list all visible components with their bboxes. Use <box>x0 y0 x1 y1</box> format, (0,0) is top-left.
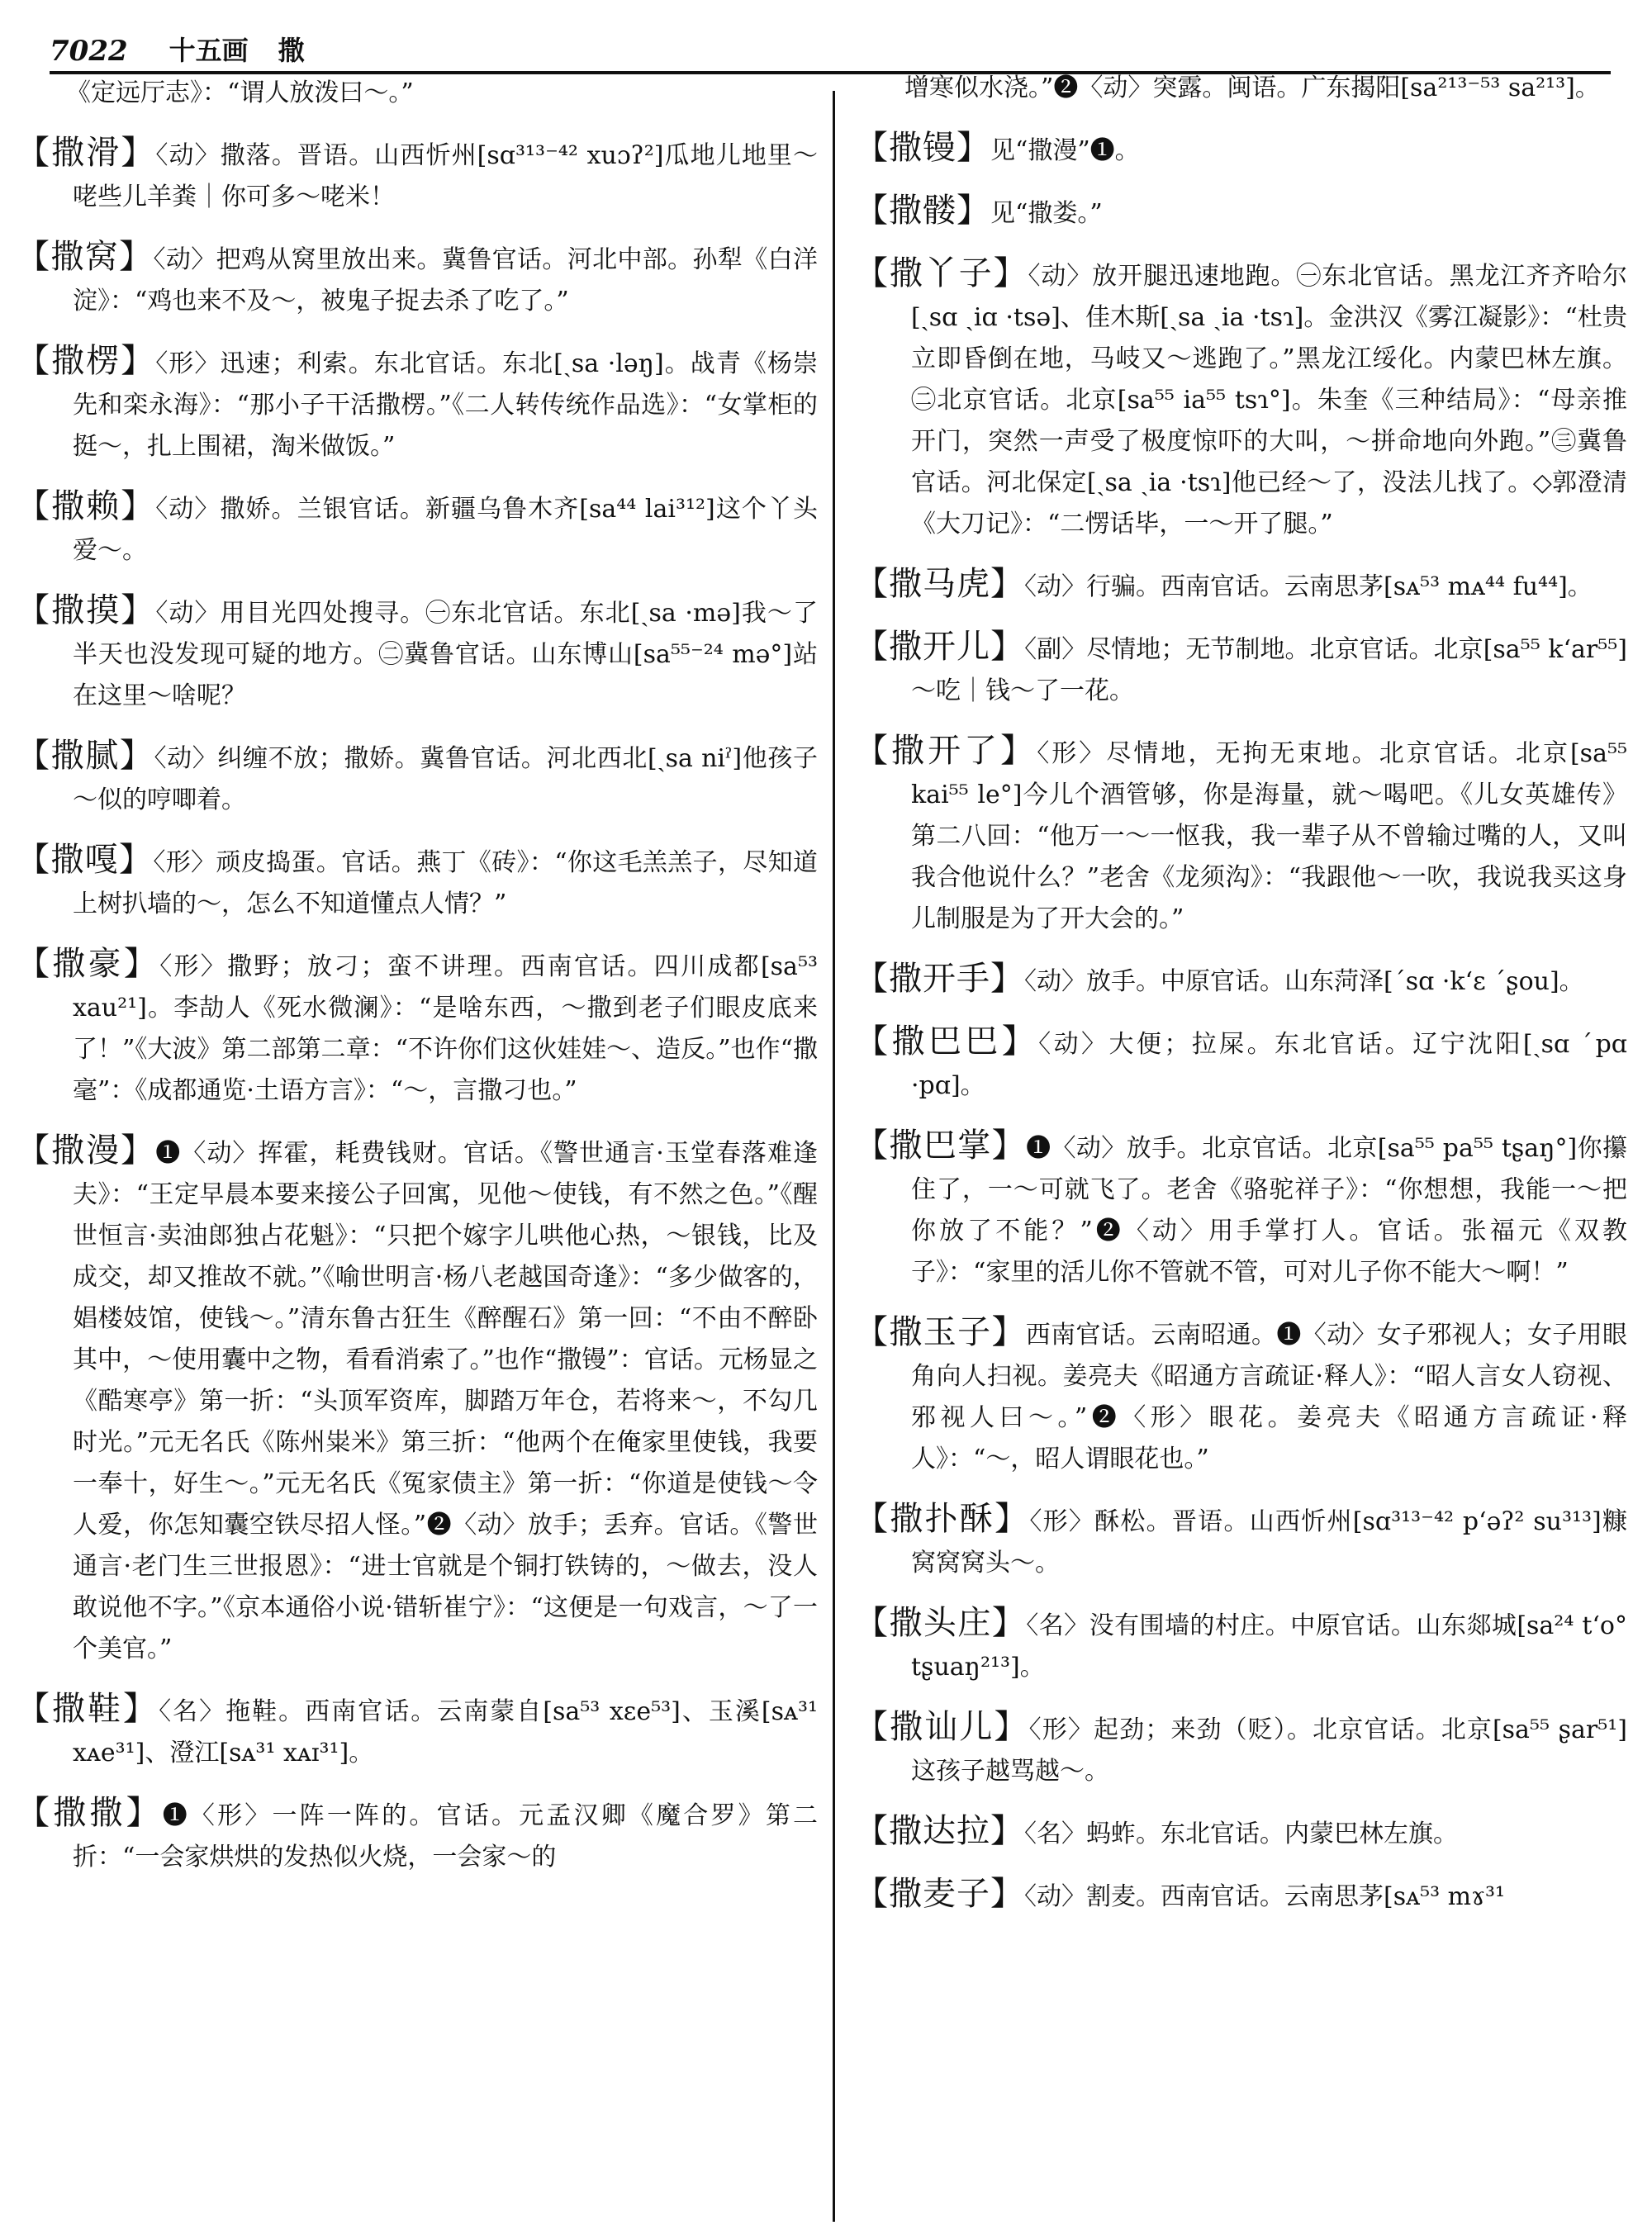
headword: 撒开了 <box>891 732 1001 770</box>
headword-close-bracket: 】 <box>121 342 156 380</box>
definition-text: 〈动〉撒娇。兰银官话。新疆乌鲁木齐[sa⁴⁴ lai³¹²]这个丫头爱～。 <box>73 495 818 565</box>
left-entries <box>17 132 818 1878</box>
headword-close-bracket: 】 <box>994 1708 1029 1746</box>
definition-text: 〈动〉放开腿迅速地跑。㊀东北官话。黑龙江齐齐哈尔[ˏsɑ ˏiɑ ·tsə]、佳木斯[ˏsa ˏia ·tsɿ]。金洪汉《雾江凝影》：“杜贵立即昏倒在地，马岐又～逃跑了。”黑龙江绥化。内蒙巴林左旗。㊁北京官话。北京[sa⁵⁵ ia⁵⁵ tsɿ°]。朱奎《三种结局》：“母亲推开门，突然一声受了极度惊吓的大叫，～拼命地向外跑。”㊂冀鲁官话。河北保定[ˏsa ˏia ·tsɿ]他已经～了，没法儿找了。◇郭澄清《大刀记》：“二愣话毕，一～开了腿。” <box>911 262 1627 539</box>
headword-close-bracket: 】 <box>990 628 1025 666</box>
headword-open-bracket: 【 <box>855 565 889 603</box>
dictionary-entry <box>855 1810 1627 1855</box>
right-column <box>855 68 1627 2223</box>
headword-open-bracket: 【 <box>17 1794 54 1832</box>
headword: 撒达拉 <box>889 1812 990 1850</box>
headword-open-bracket: 【 <box>17 1132 52 1170</box>
headword-open-bracket: 【 <box>855 1313 890 1351</box>
definition-text: 〈动〉纠缠不放；撒娇。冀鲁官话。河北西北[ˏsa niˀ]他孩子～似的哼唧着。 <box>73 744 818 814</box>
definition-text: ❶〈形〉一阵一阵的。官话。元孟汉卿《魔合罗》第二折：“一会家烘烘的发热似火烧，一会家～的 <box>73 1801 818 1872</box>
headword-open-bracket: 【 <box>17 945 53 983</box>
headword-close-bracket: 】 <box>957 192 990 230</box>
right-entries <box>855 127 1627 1918</box>
headword-open-bracket: 【 <box>855 1875 889 1913</box>
dictionary-entry <box>855 730 1627 940</box>
dictionary-entry <box>855 253 1627 545</box>
dictionary-entry <box>17 340 818 467</box>
definition-text: 〈形〉撒野；放刁；蛮不讲理。西南官话。四川成都[sa⁵³ xau²¹]。李劼人《死水微澜》：“是啥东西，～撒到老子们眼皮底来了！”《大波》第二部第二章：“不许你们这伙娃娃～、造反。”也作“撒毫”：《成都通览·土语方言》：“～，言撒刁也。” <box>73 952 818 1105</box>
dictionary-entry <box>855 127 1627 172</box>
headword-close-bracket: 】 <box>957 129 990 167</box>
headword-close-bracket: 】 <box>121 591 156 629</box>
headword: 撒巴掌 <box>889 1127 992 1165</box>
headword: 撒漫 <box>51 1132 121 1170</box>
headword: 撒扑酥 <box>890 1500 995 1538</box>
headword-open-bracket: 【 <box>855 732 892 770</box>
definition-text: 〈名〉拖鞋。西南官话。云南蒙自[sa⁵³ xɛe⁵³]、玉溪[sᴀ³¹ xᴀe³¹]、澄江[sᴀ³¹ xᴀɪ³¹]。 <box>73 1697 818 1767</box>
definition-text: 〈形〉起劲；来劲（贬）。北京官话。北京[sa⁵⁵ ʂar⁵¹]这孩子越骂越～。 <box>911 1715 1627 1786</box>
dictionary-entry <box>17 132 818 218</box>
headword-close-bracket: 】 <box>119 841 154 879</box>
headword: 撒鞋 <box>52 1690 124 1728</box>
definition-text: ❶〈动〉放手。北京官话。北京[sa⁵⁵ pa⁵⁵ tʂaŋ°]你攥住了，一～可就飞了。老舍《骆驼祥子》：“你想想，我能一～把你放了不能？”❷〈动〉用手掌打人。官话。张福元《双教子》：“家里的活儿你不管就不管，可对儿子你不能大～啊！” <box>911 1134 1627 1287</box>
continuation-text: 《定远厅志》：“谓人放泼曰～。” <box>66 78 414 107</box>
headword-open-bracket: 【 <box>17 841 51 879</box>
stroke-section: 十五画 <box>169 35 249 66</box>
definition-text: 〈形〉酥松。晋语。山西忻州[sɑ³¹³⁻⁴² p‘əʔ² su³¹³]糠窝窝窝头～。 <box>911 1507 1627 1578</box>
headword-open-bracket: 【 <box>855 1127 890 1165</box>
headword-open-bracket: 【 <box>17 737 51 775</box>
headword: 撒滑 <box>51 134 121 172</box>
headword: 撒麦子 <box>889 1875 990 1913</box>
headword-open-bracket: 【 <box>855 1022 892 1060</box>
headword-close-bracket: 】 <box>123 1690 159 1728</box>
left-column <box>17 73 818 2220</box>
definition-text: 〈动〉撒落。晋语。山西忻州[sɑ³¹³⁻⁴² xuɔʔ²]瓜地儿地里～咾些儿羊粪｜你可多～咾米！ <box>73 141 818 211</box>
definition-text: 〈名〉没有围墙的村庄。中原官话。山东郯城[sa²⁴ t‘o° tʂuaŋ²¹³]。 <box>911 1611 1627 1682</box>
column-divider <box>833 91 835 2222</box>
headword: 撒镘 <box>889 129 957 167</box>
headword: 撒头庄 <box>889 1604 992 1642</box>
dictionary-entry <box>855 190 1627 235</box>
definition-text: 见“撒漫”❶。 <box>990 136 1140 165</box>
definition-text: 〈副〉尽情地；无节制地。北京官话。北京[sa⁵⁵ k‘ar⁵⁵]～吃｜钱～了一花。 <box>911 635 1627 705</box>
continuation-text: 增寒似水浇。”❷〈动〉突露。闽语。广东揭阳[sa²¹³⁻⁵³ sa²¹³]。 <box>904 74 1600 102</box>
headword-close-bracket: 】 <box>990 960 1024 998</box>
headword-close-bracket: 】 <box>993 254 1028 292</box>
headword: 撒开手 <box>889 960 990 998</box>
headword: 撒摸 <box>51 591 121 629</box>
headword-close-bracket: 】 <box>1000 732 1037 770</box>
header-character: 撒 <box>278 35 305 66</box>
definition-text: 〈形〉顽皮捣蛋。官话。燕丁《砖》：“你这毛羔羔子，尽知道上树扒墙的～，怎么不知道懂点人情？” <box>73 848 818 918</box>
dictionary-entry <box>17 486 818 572</box>
definition-text: 西南官话。云南昭通。❶〈动〉女子邪视人；女子用眼角向人扫视。姜亮夫《昭通方言疏证·释人》：“昭人言女人窃视、邪视人曰～。”❷〈形〉眼花。姜亮夫《昭通方言疏证·释人》：“～，昭人谓眼花也。” <box>911 1321 1627 1473</box>
dictionary-entry <box>855 1312 1627 1480</box>
dictionary-entry <box>855 958 1627 1003</box>
headword-open-bracket: 【 <box>17 238 51 276</box>
dictionary-entry <box>17 1792 818 1878</box>
dictionary-entry <box>855 1706 1627 1792</box>
headword-open-bracket: 【 <box>855 1812 889 1850</box>
headword-close-bracket: 】 <box>1001 1022 1039 1060</box>
headword-open-bracket: 【 <box>855 254 890 292</box>
headword-open-bracket: 【 <box>855 129 889 167</box>
headword-open-bracket: 【 <box>855 192 889 230</box>
headword-close-bracket: 】 <box>126 1794 163 1832</box>
definition-text: 〈动〉用目光四处搜寻。㊀东北官话。东北[ˏsa ·mə]我～了半天也没发现可疑的地方。㊁冀鲁官话。山东博山[sa⁵⁵⁻²⁴ mə°]站在这里～啥呢？ <box>73 599 818 710</box>
dictionary-entry <box>17 590 818 717</box>
dictionary-entry <box>17 1688 818 1774</box>
headword-close-bracket: 】 <box>119 737 154 775</box>
headword-close-bracket: 】 <box>123 945 160 983</box>
headword-open-bracket: 【 <box>17 342 52 380</box>
headword: 撒巴巴 <box>891 1022 1002 1060</box>
headword-close-bracket: 】 <box>995 1500 1030 1538</box>
headword-close-bracket: 】 <box>990 1812 1024 1850</box>
headword-close-bracket: 】 <box>990 565 1024 603</box>
headword-open-bracket: 【 <box>17 134 52 172</box>
dictionary-entry <box>855 563 1627 608</box>
definition-text: 见“撒娄。” <box>990 199 1103 228</box>
headword-open-bracket: 【 <box>855 960 889 998</box>
headword-open-bracket: 【 <box>17 591 52 629</box>
headword: 撒玉子 <box>889 1313 992 1351</box>
dictionary-entry <box>855 1873 1627 1918</box>
headword-close-bracket: 】 <box>991 1127 1027 1165</box>
headword-close-bracket: 】 <box>990 1875 1024 1913</box>
dictionary-entry <box>855 1021 1627 1107</box>
definition-text: 〈动〉放手。中原官话。山东菏泽[ˊsɑ ·k‘ɛ ˊʂou]。 <box>1024 967 1584 996</box>
dictionary-entry <box>17 839 818 925</box>
headword-open-bracket: 【 <box>855 628 890 666</box>
definition-text: 〈动〉大便；拉屎。东北官话。辽宁沈阳[ˏsɑ ˊpɑ ·pɑ]。 <box>911 1030 1627 1100</box>
headword: 撒讪儿 <box>890 1708 995 1746</box>
definition-text: 〈形〉尽情地，无拘无束地。北京官话。北京[sa⁵⁵ kai⁵⁵ le°]今儿个酒管够，你是海量，就～喝吧。《儿女英雄传》第二八回：“他万一～一怄我，我一辈子从不曾输过嘴的人，又叫我合他说什么？”老舍《龙须沟》：“我跟他～一吹，我说我买这身儿制服是为了开大会的。” <box>911 739 1627 933</box>
definition-text: 〈动〉割麦。西南官话。云南思茅[sᴀ⁵³ mɤ³¹ <box>1024 1882 1506 1911</box>
headword: 撒赖 <box>51 487 121 525</box>
page-header <box>50 18 1611 74</box>
headword-close-bracket: 】 <box>121 487 156 525</box>
definition-text: 〈形〉迅速；利索。东北官话。东北[ˏsa ·ləŋ]。战青《杨崇先和栾永海》：“那小子干活撒楞。”《二人转传统作品选》：“女掌柜的挺～，扎上围裙，淘米做饭。” <box>73 349 818 461</box>
headword: 撒腻 <box>50 737 120 775</box>
headword: 撒嘎 <box>50 841 120 879</box>
dictionary-entry <box>17 236 818 322</box>
headword-open-bracket: 【 <box>855 1604 890 1642</box>
headword-close-bracket: 】 <box>991 1313 1026 1351</box>
headword-close-bracket: 】 <box>119 238 154 276</box>
dictionary-entry <box>855 1498 1627 1584</box>
definition-text: 〈动〉行骗。西南官话。云南思茅[sᴀ⁵³ mᴀ⁴⁴ fu⁴⁴]。 <box>1024 572 1593 601</box>
headword: 撒豪 <box>52 945 124 983</box>
headword-close-bracket: 】 <box>121 1132 156 1170</box>
headword-close-bracket: 】 <box>991 1604 1027 1642</box>
headword-open-bracket: 【 <box>17 487 52 525</box>
headword: 撒马虎 <box>889 565 990 603</box>
headword-close-bracket: 】 <box>121 134 156 172</box>
dictionary-entry <box>17 1130 818 1670</box>
dictionary-entry <box>855 1602 1627 1688</box>
definition-text: 〈名〉蚂蚱。东北官话。内蒙巴林左旗。 <box>1024 1820 1458 1848</box>
dictionary-entry <box>855 626 1627 712</box>
headword: 撒撒 <box>53 1794 126 1832</box>
headword-open-bracket: 【 <box>17 1690 53 1728</box>
definition-text: ❶〈动〉挥霍，耗费钱财。官话。《警世通言·玉堂春落难逢夫》：“王定早晨本要来接公子回寓，见他～使钱，有不然之色。”《醒世恒言·卖油郎独占花魁》：“只把个嫁字儿哄他心热，～银钱，比及成交，却又推故不就。”《喻世明言·杨八老越国奇逢》：“多少做客的，娼楼妓馆，使钱～。”清东鲁古狂生《醉醒石》第一回：“不由不醉卧其中，～使用囊中之物，看看消索了。”也作“撒镘”：官话。元杨显之《酷寒亭》第一折：“头顶军资库，脚踏万年仓，若将来～，不勾几时光。”元无名氏《陈州粜米》第三折：“他两个在俺家里使钱，我要一奉十，好生～。”元无名氏《冤家债主》第一折：“你道是使钱～令人爱，你怎知囊空铁尽招人怪。”❷〈动〉放手；丢弃。官话。《警世通言·老门生三世报恩》：“进士官就是个铜打铁铸的，～做去，没人敢说他不字。”《京本通俗小说·错斩崔宁》：“这便是一句戏言，～了一个美官。” <box>73 1139 818 1663</box>
headword: 撒丫子 <box>889 254 994 292</box>
dictionary-entry <box>17 735 818 821</box>
headword-open-bracket: 【 <box>855 1500 890 1538</box>
dictionary-entry <box>17 943 818 1112</box>
headword: 撒开儿 <box>889 628 991 666</box>
headword: 撒楞 <box>51 342 121 380</box>
definition-text: 〈动〉把鸡从窝里放出来。冀鲁官话。河北中部。孙犁《白洋淀》：“鸡也来不及～，被鬼子捉去杀了吃了。” <box>73 245 818 316</box>
headword-open-bracket: 【 <box>855 1708 890 1746</box>
headword: 撒髅 <box>889 192 957 230</box>
dictionary-entry <box>855 1125 1627 1293</box>
headword: 撒窝 <box>50 238 120 276</box>
page-number: 7022 <box>50 35 128 68</box>
